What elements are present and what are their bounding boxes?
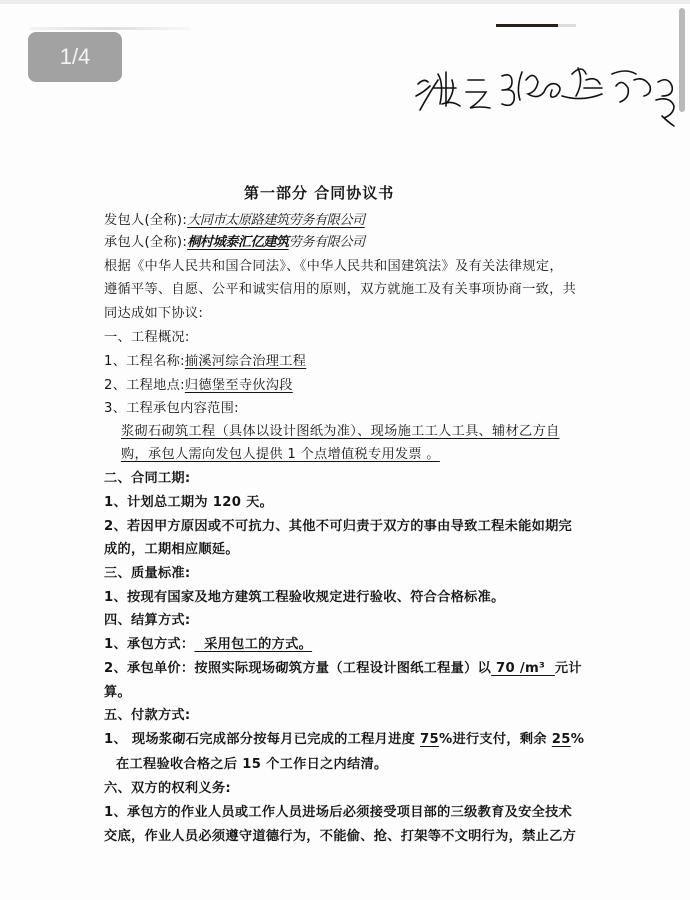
payment-text: %进行支付，剩余: [438, 732, 552, 747]
section-heading: 三、质量标准:: [104, 566, 191, 581]
unit-price-line-cont: 算。: [104, 685, 131, 700]
scan-artifact: [30, 27, 190, 30]
section-heading: 一、工程概况:: [104, 330, 190, 345]
handwritten-signature-icon: [412, 44, 682, 134]
duration-line: 1、计划总工期为 120 天。: [104, 495, 274, 510]
payment-percent-2: 25: [551, 732, 571, 747]
scan-mark: [496, 24, 558, 27]
contractor-value-tail: 劳务有限公司: [288, 235, 365, 250]
preamble-line: 遵循平等、自愿、公平和诚实信用的原则，双方就施工及有关事项协商一致，共: [104, 282, 577, 297]
project-location-label: 2、工程地点:: [104, 378, 185, 393]
project-name-line: [104, 350, 306, 369]
payment-text: 1、 现场浆砌石完成部分按每月已完成的工程月进度: [104, 732, 420, 747]
employer-value: 大同市太原路建筑劳务有限公司: [187, 213, 365, 228]
scope-text: 购，承包人需向发包人提供 1 个点增值税专用发票 。: [121, 447, 440, 462]
preamble-line: 同达成如下协议:: [104, 306, 204, 321]
payment-percent-1: 75: [419, 732, 439, 747]
delay-clause: 成的，工期相应顺延。: [104, 542, 239, 557]
payment-line-cont: 在工程验收合格之后 15 个工作日之内结清。: [116, 757, 388, 772]
contract-method-value: 采用包工的方式。: [194, 637, 313, 652]
project-name-value: 揃溪河综合治理工程: [184, 354, 307, 369]
section-heading: 二、合同工期:: [104, 471, 191, 486]
page-indicator-badge: 1/4: [28, 32, 122, 82]
contract-method-label: 1、承包方式：: [104, 637, 195, 652]
section-heading: 六、双方的权利义务:: [104, 781, 231, 796]
scope-label: 3、工程承包内容范围:: [104, 401, 239, 416]
scope-text: 浆砌石砌筑工程（具体以设计图纸为准）、现场施工工人工具、辅材乙方自: [121, 424, 560, 439]
unit-price-text: 2、承包单价：按照实际现场砌筑方量（工程设计图纸工程量）以: [104, 661, 492, 676]
project-location-value: 归德堡至寺伙沟段: [184, 378, 293, 393]
delay-clause: 2、若因甲方原因或不可抗力、其他不可归责于双方的事由导致工程未能如期完: [104, 519, 573, 534]
obligation-line: 交底，作业人员必须遵守道德行为，不能偷、抢、打架等不文明行为，禁止乙方: [104, 829, 577, 844]
section-heading: 五、付款方式:: [104, 708, 191, 723]
scan-mark-tail: [558, 24, 576, 27]
project-location-line: [104, 374, 293, 393]
preamble-line: 根据《中华人民共和国合同法》、《中华人民共和国建筑法》及有关法律规定，: [104, 259, 563, 274]
contractor-label: 承包人(全称):: [104, 235, 188, 250]
payment-line: [104, 728, 584, 747]
unit-price-line: [104, 657, 582, 676]
employer-label: 发包人(全称):: [104, 213, 188, 228]
contractor-value: 桐村城泰汇亿建筑: [187, 235, 289, 250]
page-title: 第一部分 合同协议书: [244, 184, 395, 202]
employer-line: [104, 209, 365, 228]
project-name-label: 1、工程名称:: [104, 354, 185, 369]
vertical-scrollbar[interactable]: [679, 8, 685, 112]
contractor-line: [104, 231, 365, 250]
obligation-line: 1、承包方的作业人员或工作人员进场后必须接受项目部的三级教育及安全技术: [104, 805, 573, 820]
unit-price-suffix: 元计: [554, 661, 582, 676]
payment-text: %: [570, 732, 585, 747]
unit-price-value: 70 /m³: [491, 661, 555, 676]
quality-line: 1、按现有国家及地方建筑工程验收规定进行验收、符合合格标准。: [104, 590, 505, 605]
section-heading: 四、结算方式:: [104, 613, 191, 628]
contract-method-line: [104, 633, 312, 652]
